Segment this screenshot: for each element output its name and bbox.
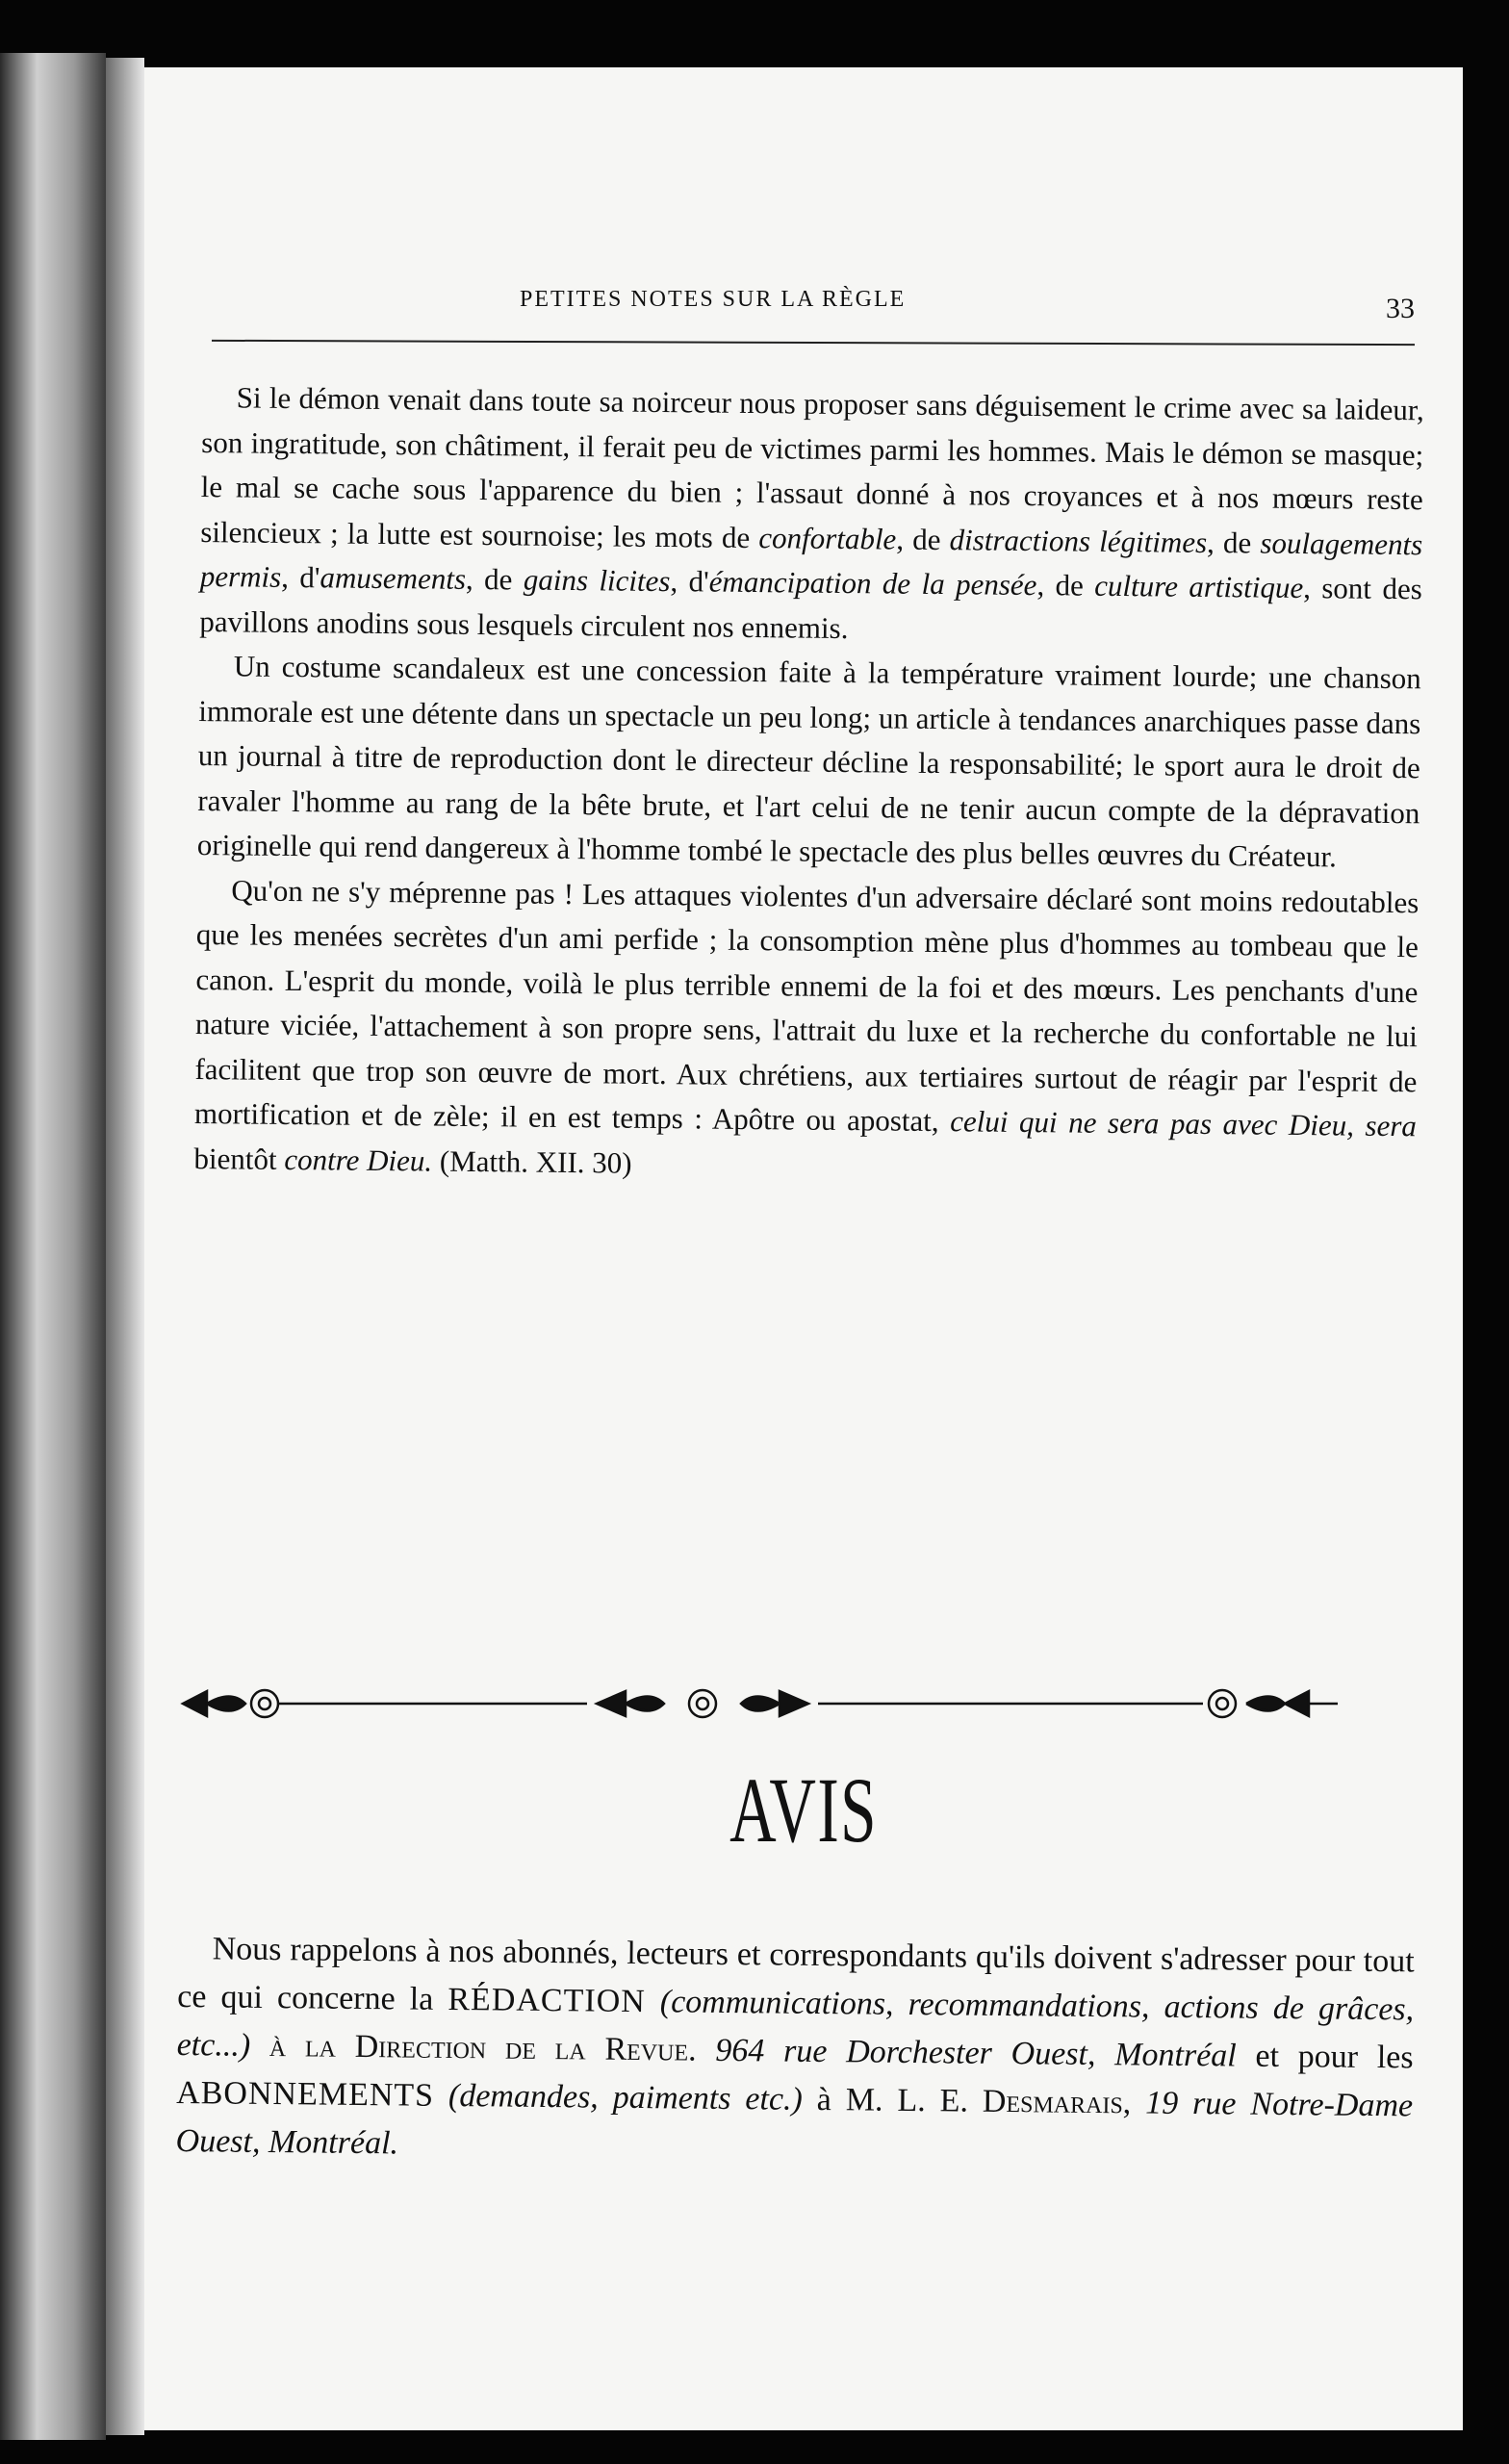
article-body	[193, 375, 1424, 1194]
text-run: à M. L. E.	[802, 2081, 984, 2119]
page-header	[212, 287, 1415, 335]
italic-run: contre Dieu.	[284, 1142, 433, 1178]
paragraph-3	[193, 867, 1419, 1194]
text-run: Direction de la Revue	[354, 2028, 689, 2068]
paragraph-2: Un costume scandaleux est une concession faite à la température vraiment lourde; une chanson immorale est une détente dans un spectacle un peu long; un article à tendances anarchiques passe dans un journal à titre de reproduction dont le directeur décline la responsabilité; le sport aura le droit de ravaler l'homme au rang de la bête brute, et l'art celui de ne tenir aucun compte de la dépravation originelle qui rend dangereux à l'homme tombé le spectacle des plus belles œuvres du Créateur.	[196, 649, 1421, 874]
running-title: PETITES NOTES SUR LA RÈGLE	[520, 287, 907, 312]
italic-run: culture artistique	[1094, 568, 1304, 604]
text-run: , de	[1206, 525, 1261, 560]
italic-run: distractions légitimes	[949, 522, 1208, 559]
header-rule	[212, 340, 1415, 346]
text-run: à la	[249, 2027, 355, 2065]
italic-run: gains licites	[523, 562, 671, 599]
text-run: , sont des pavillons anodins sous lesquels circulent nos ennemis.	[199, 570, 1422, 645]
text-run: et pour les	[1236, 2038, 1414, 2076]
italic-run: (communications, recommandations, actions de grâces, etc...)	[176, 1984, 1415, 2064]
text-run: , de	[896, 522, 950, 556]
text-run: Nous rappelons à nos abonnés, lecteurs et correspondants qu'ils doivent s'adresser pour tout ce qui concerne la	[177, 1931, 1415, 2017]
text-run: .	[687, 2032, 716, 2068]
text-run: Qu'on ne s'y méprenne pas ! Les attaques violentes d'un adversaire déclaré sont moins redoutables que les menées secrètes d'un ami perfide ; la consomption mène plus d'hommes au tombeau que le canon. L'esprit du monde, voilà le plus terrible ennemi de la foi et des mœurs. Les penchants d'une nature viciée, l'attachement à son propre sens, l'attrait du luxe et la recherche du confortable ne lui facilitent que trop son œuvre de mort. Aux chrétiens, aux tertiaires surtout de réagir par l'esprit de mortification et de zèle; il en est temps : Apôtre ou apostat,	[193, 872, 1419, 1139]
text-run: RÉDACTION	[448, 1981, 646, 2020]
page-number: 33	[1386, 293, 1415, 324]
text-run: Si le démon venait dans toute sa noirceur nous proposer sans déguisement le crime avec sa laideur, son ingratitude, son châtiment, il ferait peu de victimes parmi les hommes. Mais le démon se masque; le mal se cache sous l'apparence du bien ; l'assaut donné à nos croyances et à nos mœurs reste silencieux ; la lutte est sournoise; les mots de	[200, 380, 1424, 554]
italic-run: (demandes, paiments etc.)	[448, 2077, 804, 2118]
italic-run: soulagements permis	[199, 526, 1423, 594]
text-run: , de	[1036, 568, 1095, 603]
italic-run: 964 rue Dorchester Ouest, Montréal	[715, 2032, 1237, 2074]
italic-run: amusements	[320, 560, 467, 596]
book-gutter	[106, 58, 144, 2435]
facing-page-edge	[0, 53, 106, 2440]
text-run: , de	[465, 561, 524, 597]
text-run: , d'	[281, 559, 320, 595]
notice-body	[175, 1925, 1415, 2178]
italic-run: celui qui ne sera pas avec Dieu, sera	[950, 1104, 1418, 1143]
text-run: Desmarais	[982, 2083, 1123, 2121]
notice-title: AVIS	[729, 1758, 878, 1861]
italic-run: confortable	[758, 520, 897, 556]
paragraph-1	[199, 375, 1424, 656]
ornamental-divider	[164, 1670, 1405, 1737]
text-run: (Matth. XII. 30)	[431, 1143, 632, 1180]
text-run: bientôt	[193, 1141, 285, 1176]
book-page	[144, 67, 1463, 2430]
italic-run: émancipation de la pensée	[708, 564, 1037, 603]
text-run: ,	[1122, 2085, 1146, 2121]
text-run: , d'	[670, 564, 709, 599]
text-run: ABONNEMENTS	[175, 2074, 435, 2114]
notice-paragraph	[175, 1925, 1415, 2178]
italic-run: 19 rue Notre-Dame Ouest, Montréal.	[175, 2085, 1414, 2162]
